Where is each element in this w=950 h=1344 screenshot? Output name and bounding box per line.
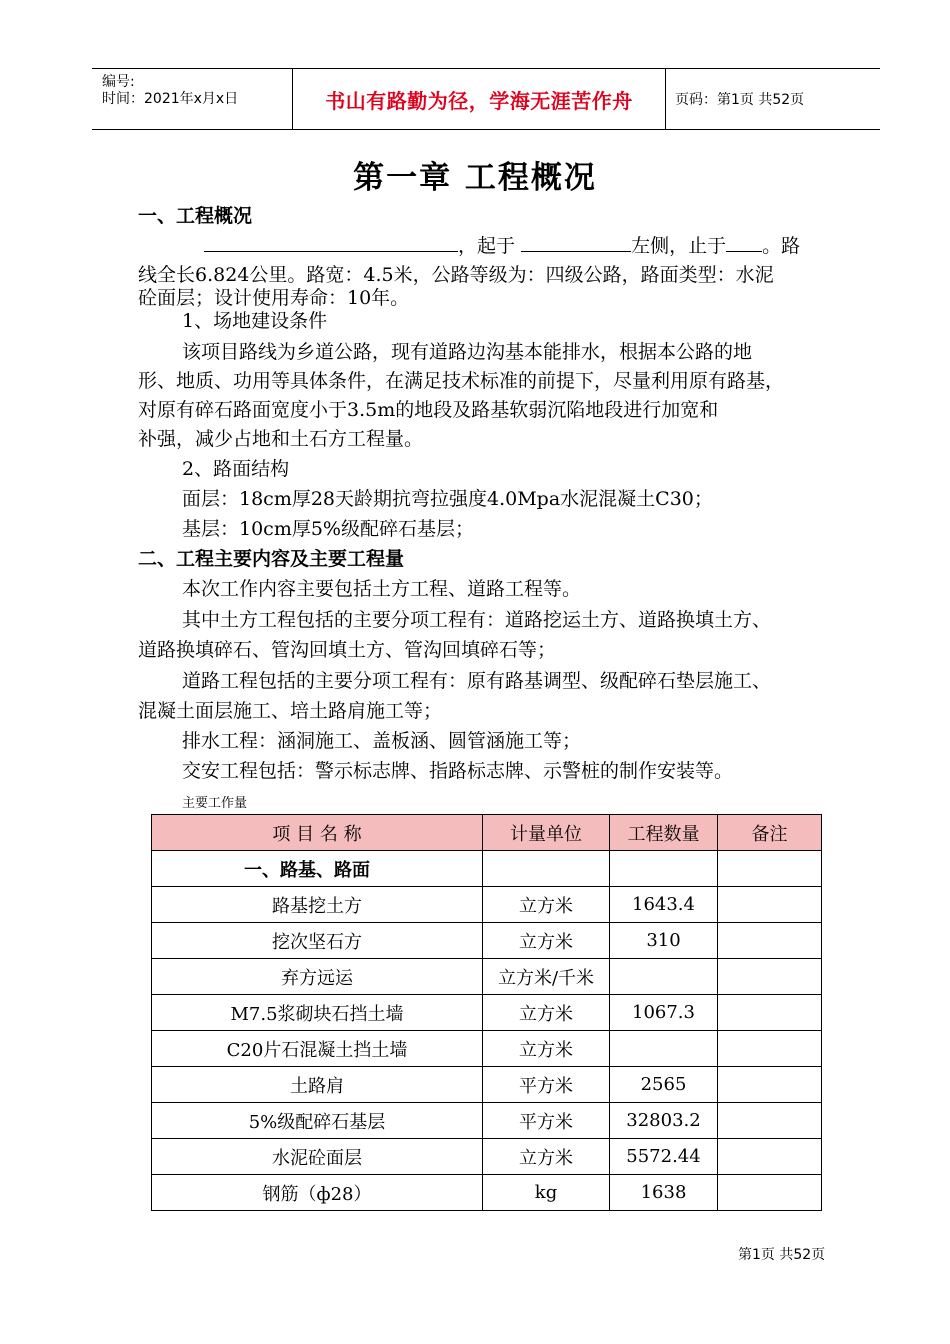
table-row	[152, 887, 822, 923]
table-cell	[718, 1175, 822, 1211]
paragraph-line: 道路换填碎石、管沟回填土方、管沟回填碎石等；	[138, 639, 557, 661]
table-row	[152, 995, 822, 1031]
header-page-number: 页码：第1页 共52页	[675, 92, 805, 108]
table-header-row	[152, 815, 822, 851]
table-cell: 310	[610, 923, 718, 959]
section-heading-1: 一、工程概况	[138, 205, 253, 227]
section-heading-2: 二、工程主要内容及主要工程量	[138, 548, 405, 570]
header-left-cell	[92, 69, 292, 129]
table-cell: 1638	[610, 1175, 718, 1211]
paragraph-line: 补强，减少占地和土石方工程量。	[138, 428, 424, 450]
header-motto-cell	[292, 69, 666, 129]
header-motto: 书山有路勤为径，学海无涯苦作舟	[325, 88, 633, 113]
table-cell	[483, 851, 610, 887]
blank-underline	[726, 233, 762, 252]
paragraph-line: 砼面层；设计使用寿命：10年。	[138, 287, 410, 309]
table-cell: 路基挖土方	[152, 887, 483, 923]
table-cell: 平方米	[483, 1067, 610, 1103]
table-row	[152, 959, 822, 995]
table-cell: kg	[483, 1175, 610, 1211]
table-cell: 2565	[610, 1067, 718, 1103]
header-cell: 工程数量	[610, 815, 718, 851]
header-cell: 备注	[718, 815, 822, 851]
paragraph-line: 基层：10cm厚5%级配碎石基层；	[182, 518, 474, 540]
paragraph-line: 混凝土面层施工、培土路肩施工等；	[138, 700, 443, 722]
table-cell	[610, 1031, 718, 1067]
chapter-title: 第一章 工程概况	[353, 160, 597, 196]
table-cell	[718, 887, 822, 923]
paragraph-line: 形、地质、功用等具体条件，在满足技术标准的前提下，尽量利用原有路基，	[138, 370, 785, 392]
header-cell: 计量单位	[483, 815, 610, 851]
blank-underline	[204, 233, 458, 252]
page-footer: 第1页 共52页	[738, 1247, 826, 1263]
table-cell: 挖次坚石方	[152, 923, 483, 959]
table-cell	[718, 995, 822, 1031]
table-cell	[718, 1139, 822, 1175]
table-cell: C20片石混凝土挡土墙	[152, 1031, 483, 1067]
table-row	[152, 1139, 822, 1175]
table-cell: 立方米	[483, 887, 610, 923]
table-cell	[610, 851, 718, 887]
table-row	[152, 1031, 822, 1067]
paragraph-line: 道路工程包括的主要分项工程有：原有路基调型、级配碎石垫层施工、	[182, 670, 772, 692]
table-row	[152, 1067, 822, 1103]
paragraph-line: 面层：18cm厚28天龄期抗弯拉强度4.0Mpa水泥混凝土C30；	[182, 488, 713, 510]
table-cell	[718, 1067, 822, 1103]
header-cell: 项 目 名 称	[152, 815, 483, 851]
paragraph-line: 排水工程：涵洞施工、盖板涵、圆管涵施工等；	[182, 730, 582, 752]
table-row	[152, 923, 822, 959]
table-cell: 平方米	[483, 1103, 610, 1139]
paragraph-line: 对原有碎石路面宽度小于3.5m的地段及路基软弱沉陷地段进行加宽和	[138, 399, 719, 421]
table-row	[152, 1175, 822, 1211]
header-page-cell	[665, 69, 880, 129]
table-cell: M7.5浆砌块石挡土墙	[152, 995, 483, 1031]
paragraph-line: ，起于 左侧，止于 。路	[204, 232, 904, 261]
table-group-row	[152, 851, 822, 887]
table-caption: 主要工作量	[182, 796, 248, 811]
table-cell	[718, 1103, 822, 1139]
table-cell: 立方米	[483, 1139, 610, 1175]
paragraph-line: 其中土方工程包括的主要分项工程有：道路挖运土方、道路换填土方、	[182, 609, 772, 631]
paragraph-line: 线全长6.824公里。路宽：4.5米，公路等级为：四级公路，路面类型：水泥	[138, 264, 774, 286]
quantities-table	[151, 814, 822, 1211]
sub-heading-1: 1、场地建设条件	[182, 310, 328, 332]
table-cell: 立方米	[483, 995, 610, 1031]
table-row	[152, 1103, 822, 1139]
doc-time-label: 时间：2021年x月x日	[102, 91, 239, 107]
table-cell: 土路肩	[152, 1067, 483, 1103]
table-cell: 5572.44	[610, 1139, 718, 1175]
table-cell	[718, 959, 822, 995]
table-cell: 32803.2	[610, 1103, 718, 1139]
page-header	[92, 68, 880, 130]
table-cell	[610, 959, 718, 995]
table-cell: 钢筋（ф28）	[152, 1175, 483, 1211]
doc-number-label: 编号:	[102, 74, 135, 90]
table-cell: 立方米	[483, 923, 610, 959]
table-cell: 1643.4	[610, 887, 718, 923]
paragraph-line: 本次工作内容主要包括土方工程、道路工程等。	[182, 578, 582, 600]
group-cell: 一、路基、路面	[152, 851, 483, 887]
paragraph-line: 该项目路线为乡道公路，现有道路边沟基本能排水，根据本公路的地	[182, 341, 753, 363]
table-cell: 弃方远运	[152, 959, 483, 995]
table-cell: 立方米	[483, 1031, 610, 1067]
table-cell: 立方米/千米	[483, 959, 610, 995]
table-cell	[718, 1031, 822, 1067]
table-cell: 水泥砼面层	[152, 1139, 483, 1175]
table-cell	[718, 851, 822, 887]
sub-heading-2: 2、路面结构	[182, 458, 290, 480]
table-cell	[718, 923, 822, 959]
table-cell: 5%级配碎石基层	[152, 1103, 483, 1139]
paragraph-line: 交安工程包括：警示标志牌、指路标志牌、示警桩的制作安装等。	[182, 760, 734, 782]
table-cell: 1067.3	[610, 995, 718, 1031]
blank-underline	[521, 233, 631, 252]
